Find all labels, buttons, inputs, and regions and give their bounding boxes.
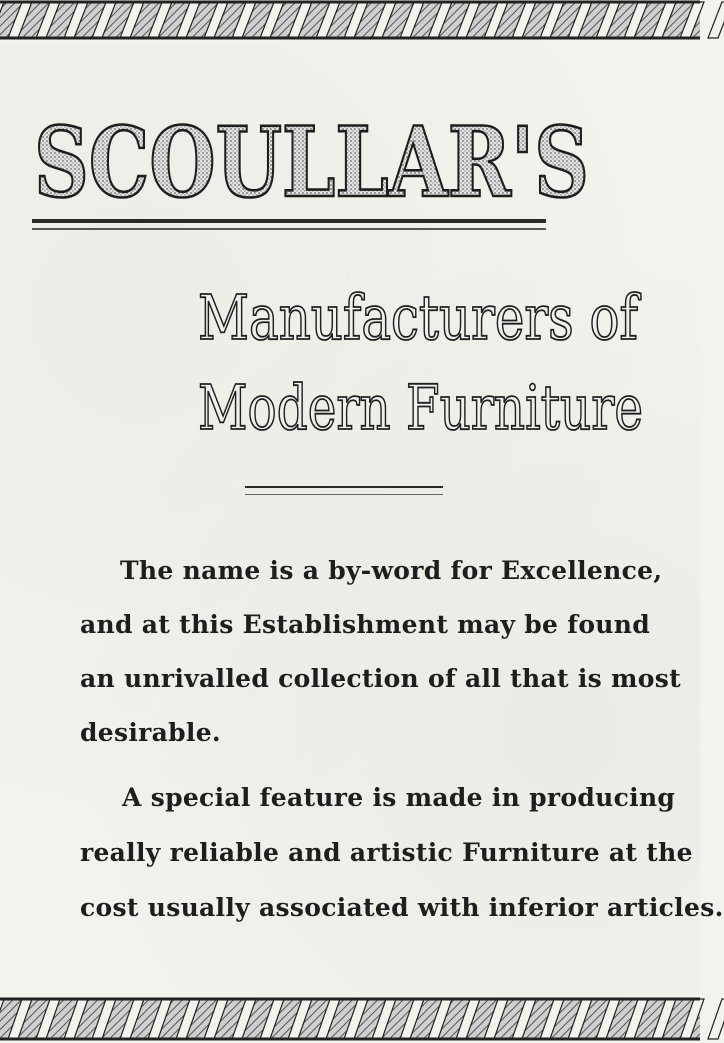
paragraph-line: and at this Establishment may be found xyxy=(80,610,651,639)
divider-rule-thin xyxy=(245,494,443,495)
top-decorative-border xyxy=(0,0,700,42)
paragraph-line: really reliable and artistic Furniture at the xyxy=(80,838,693,867)
subtitle-line-2-text: Modern Furniture xyxy=(198,371,643,444)
paragraph-line: an unrivalled collection of all that is most xyxy=(80,664,681,693)
diagonal-hatch-border-icon xyxy=(0,995,700,1043)
paragraph-line: The name is a by-word for Excellence, xyxy=(120,556,663,585)
paragraph-line: A special feature is made in producing xyxy=(122,783,676,812)
divider-rule xyxy=(245,486,443,488)
store-title-text: SCOULLAR'S xyxy=(34,106,589,219)
bottom-decorative-border xyxy=(0,995,700,1043)
paragraph-line: cost usually associated with inferior articles. xyxy=(80,893,724,922)
subtitle-line-2 xyxy=(190,365,690,445)
subtitle-line-1 xyxy=(190,275,690,355)
store-title xyxy=(34,106,594,219)
paragraph-line: desirable. xyxy=(80,718,221,747)
title-underline-thin xyxy=(32,228,546,230)
subtitle-line-1-text: Manufacturers of xyxy=(198,281,642,354)
diagonal-hatch-border-icon xyxy=(0,0,700,42)
title-underline-thick xyxy=(32,219,546,223)
